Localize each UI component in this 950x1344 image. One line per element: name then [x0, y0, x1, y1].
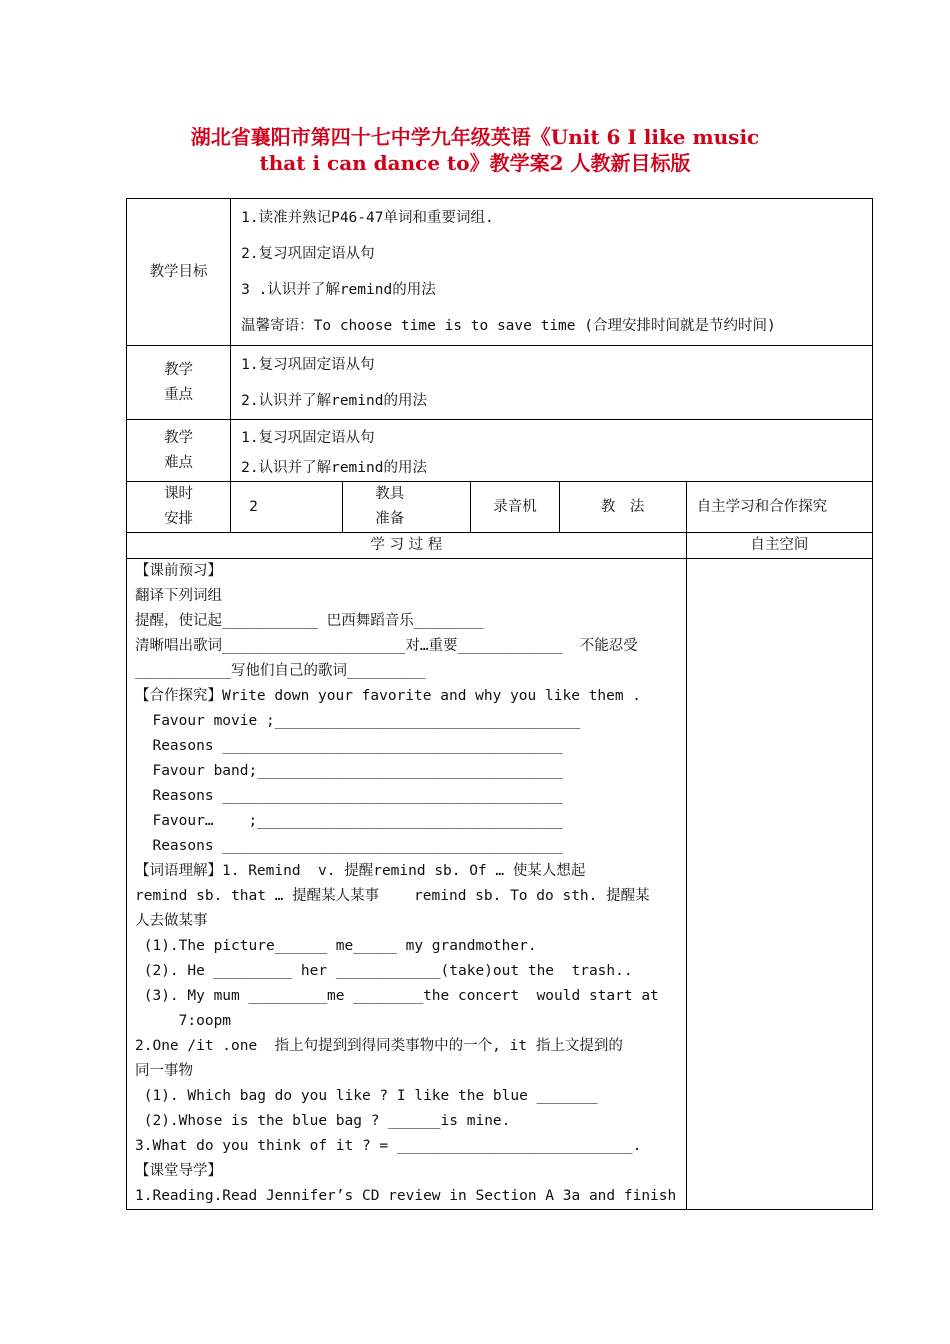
process-line: Reasons _______________________________________	[135, 838, 563, 854]
document-title	[120, 124, 830, 176]
objectives-row	[127, 199, 873, 346]
key-points-label-2: 重点	[164, 386, 194, 403]
process-line: 翻译下列词组	[135, 588, 222, 604]
process-line: 提醒，使记起___________ 巴西舞蹈音乐________	[135, 613, 484, 629]
hours-value: 2	[231, 482, 343, 533]
hours-label-2: 安排	[164, 511, 194, 527]
process-line: 2.One /it .one 指上句提到到得同类事物中的一个, it 指上文提到的	[135, 1038, 623, 1054]
motto: 温馨寄语：To choose time is to save time (合理安排时间就是节约时间)	[241, 318, 776, 334]
process-line: 3.What do you think of it ? = ___________________________.	[135, 1138, 642, 1154]
tools-label-2: 准备	[375, 511, 405, 527]
process-line: 1.Reading.Read Jennifer’s CD review in Section A 3a and finish	[135, 1188, 677, 1204]
title-line-2: that i can dance to》教学案2 人教新目标版	[259, 151, 691, 175]
difficulty-item: 1.复习巩固定语从句	[241, 429, 375, 446]
process-line: 同一事物	[135, 1063, 193, 1079]
process-line: Favour… ;___________________________________	[135, 813, 563, 829]
method-value: 自主学习和合作探究	[686, 482, 872, 533]
objectives-content	[231, 199, 873, 346]
process-line: Reasons _______________________________________	[135, 788, 563, 804]
process-line: 【课前预习】	[135, 563, 222, 579]
objective-item: 1.读准并熟记P46-47单词和重要词组.	[241, 210, 494, 226]
process-line: (1). Which bag do you like ? I like the blue _______	[135, 1088, 598, 1104]
key-points-label-1: 教学	[164, 361, 194, 378]
process-lines	[135, 559, 678, 1209]
method-label: 教 法	[559, 482, 686, 533]
process-line: 【词语理解】1. Remind v. 提醒remind sb. Of … 使某人想起	[135, 863, 586, 879]
key-point-item: 2.认识并了解remind的用法	[241, 392, 427, 409]
key-points-content	[231, 346, 873, 420]
title-line-1: 湖北省襄阳市第四十七中学九年级英语《Unit 6 I like music	[190, 125, 760, 149]
process-line: 【课堂导学】	[135, 1163, 222, 1179]
hours-label-1: 课时	[164, 486, 194, 502]
difficulties-content	[231, 420, 873, 482]
difficulties-label-2: 难点	[164, 454, 194, 471]
process-line: ___________写他们自己的歌词_________	[135, 663, 426, 679]
process-line: (3). My mum _________me ________the concert would start at	[135, 988, 659, 1004]
difficulties-label-1: 教学	[164, 429, 194, 446]
process-line: 【合作探究】Write down your favorite and why you like them .	[135, 688, 642, 704]
schedule-row	[127, 482, 873, 533]
process-line: 清晰唱出歌词_____________________对…重要____________ 不能忍受	[135, 638, 638, 654]
difficulties-row	[127, 420, 873, 482]
lesson-plan-table	[126, 198, 873, 1210]
objective-item: 3 .认识并了解remind的用法	[241, 282, 436, 298]
process-header: 学 习 过 程	[127, 533, 687, 559]
process-line: Favour movie ;___________________________________	[135, 713, 581, 729]
process-line: 7:oopm	[135, 1013, 232, 1029]
tools-label-1: 教具	[375, 486, 405, 502]
process-line: Favour band;___________________________________	[135, 763, 563, 779]
side-space	[686, 559, 872, 1210]
tools-label	[343, 482, 471, 533]
key-point-item: 1.复习巩固定语从句	[241, 356, 375, 373]
process-body-row	[127, 559, 873, 1210]
process-header-row	[127, 533, 873, 559]
objective-item: 2.复习巩固定语从句	[241, 246, 375, 262]
process-line: (2). He _________ her ____________(take)out the trash..	[135, 963, 633, 979]
key-points-row	[127, 346, 873, 420]
difficulties-label	[127, 420, 231, 482]
hours-label	[127, 482, 231, 533]
tools-value: 录音机	[471, 482, 559, 533]
process-content	[127, 559, 687, 1210]
difficulty-item: 2.认识并了解remind的用法	[241, 459, 427, 476]
objectives-label: 教学目标	[127, 199, 231, 346]
process-line: Reasons _______________________________________	[135, 738, 563, 754]
key-points-label	[127, 346, 231, 420]
process-line: remind sb. that … 提醒某人某事 remind sb. To do sth. 提醒某	[135, 888, 650, 904]
process-line: (2).Whose is the blue bag ? ______is mine.	[135, 1113, 511, 1129]
process-line: (1).The picture______ me_____ my grandmother.	[135, 938, 537, 954]
process-line: 人去做某事	[135, 913, 208, 929]
side-space-header: 自主空间	[686, 533, 872, 559]
